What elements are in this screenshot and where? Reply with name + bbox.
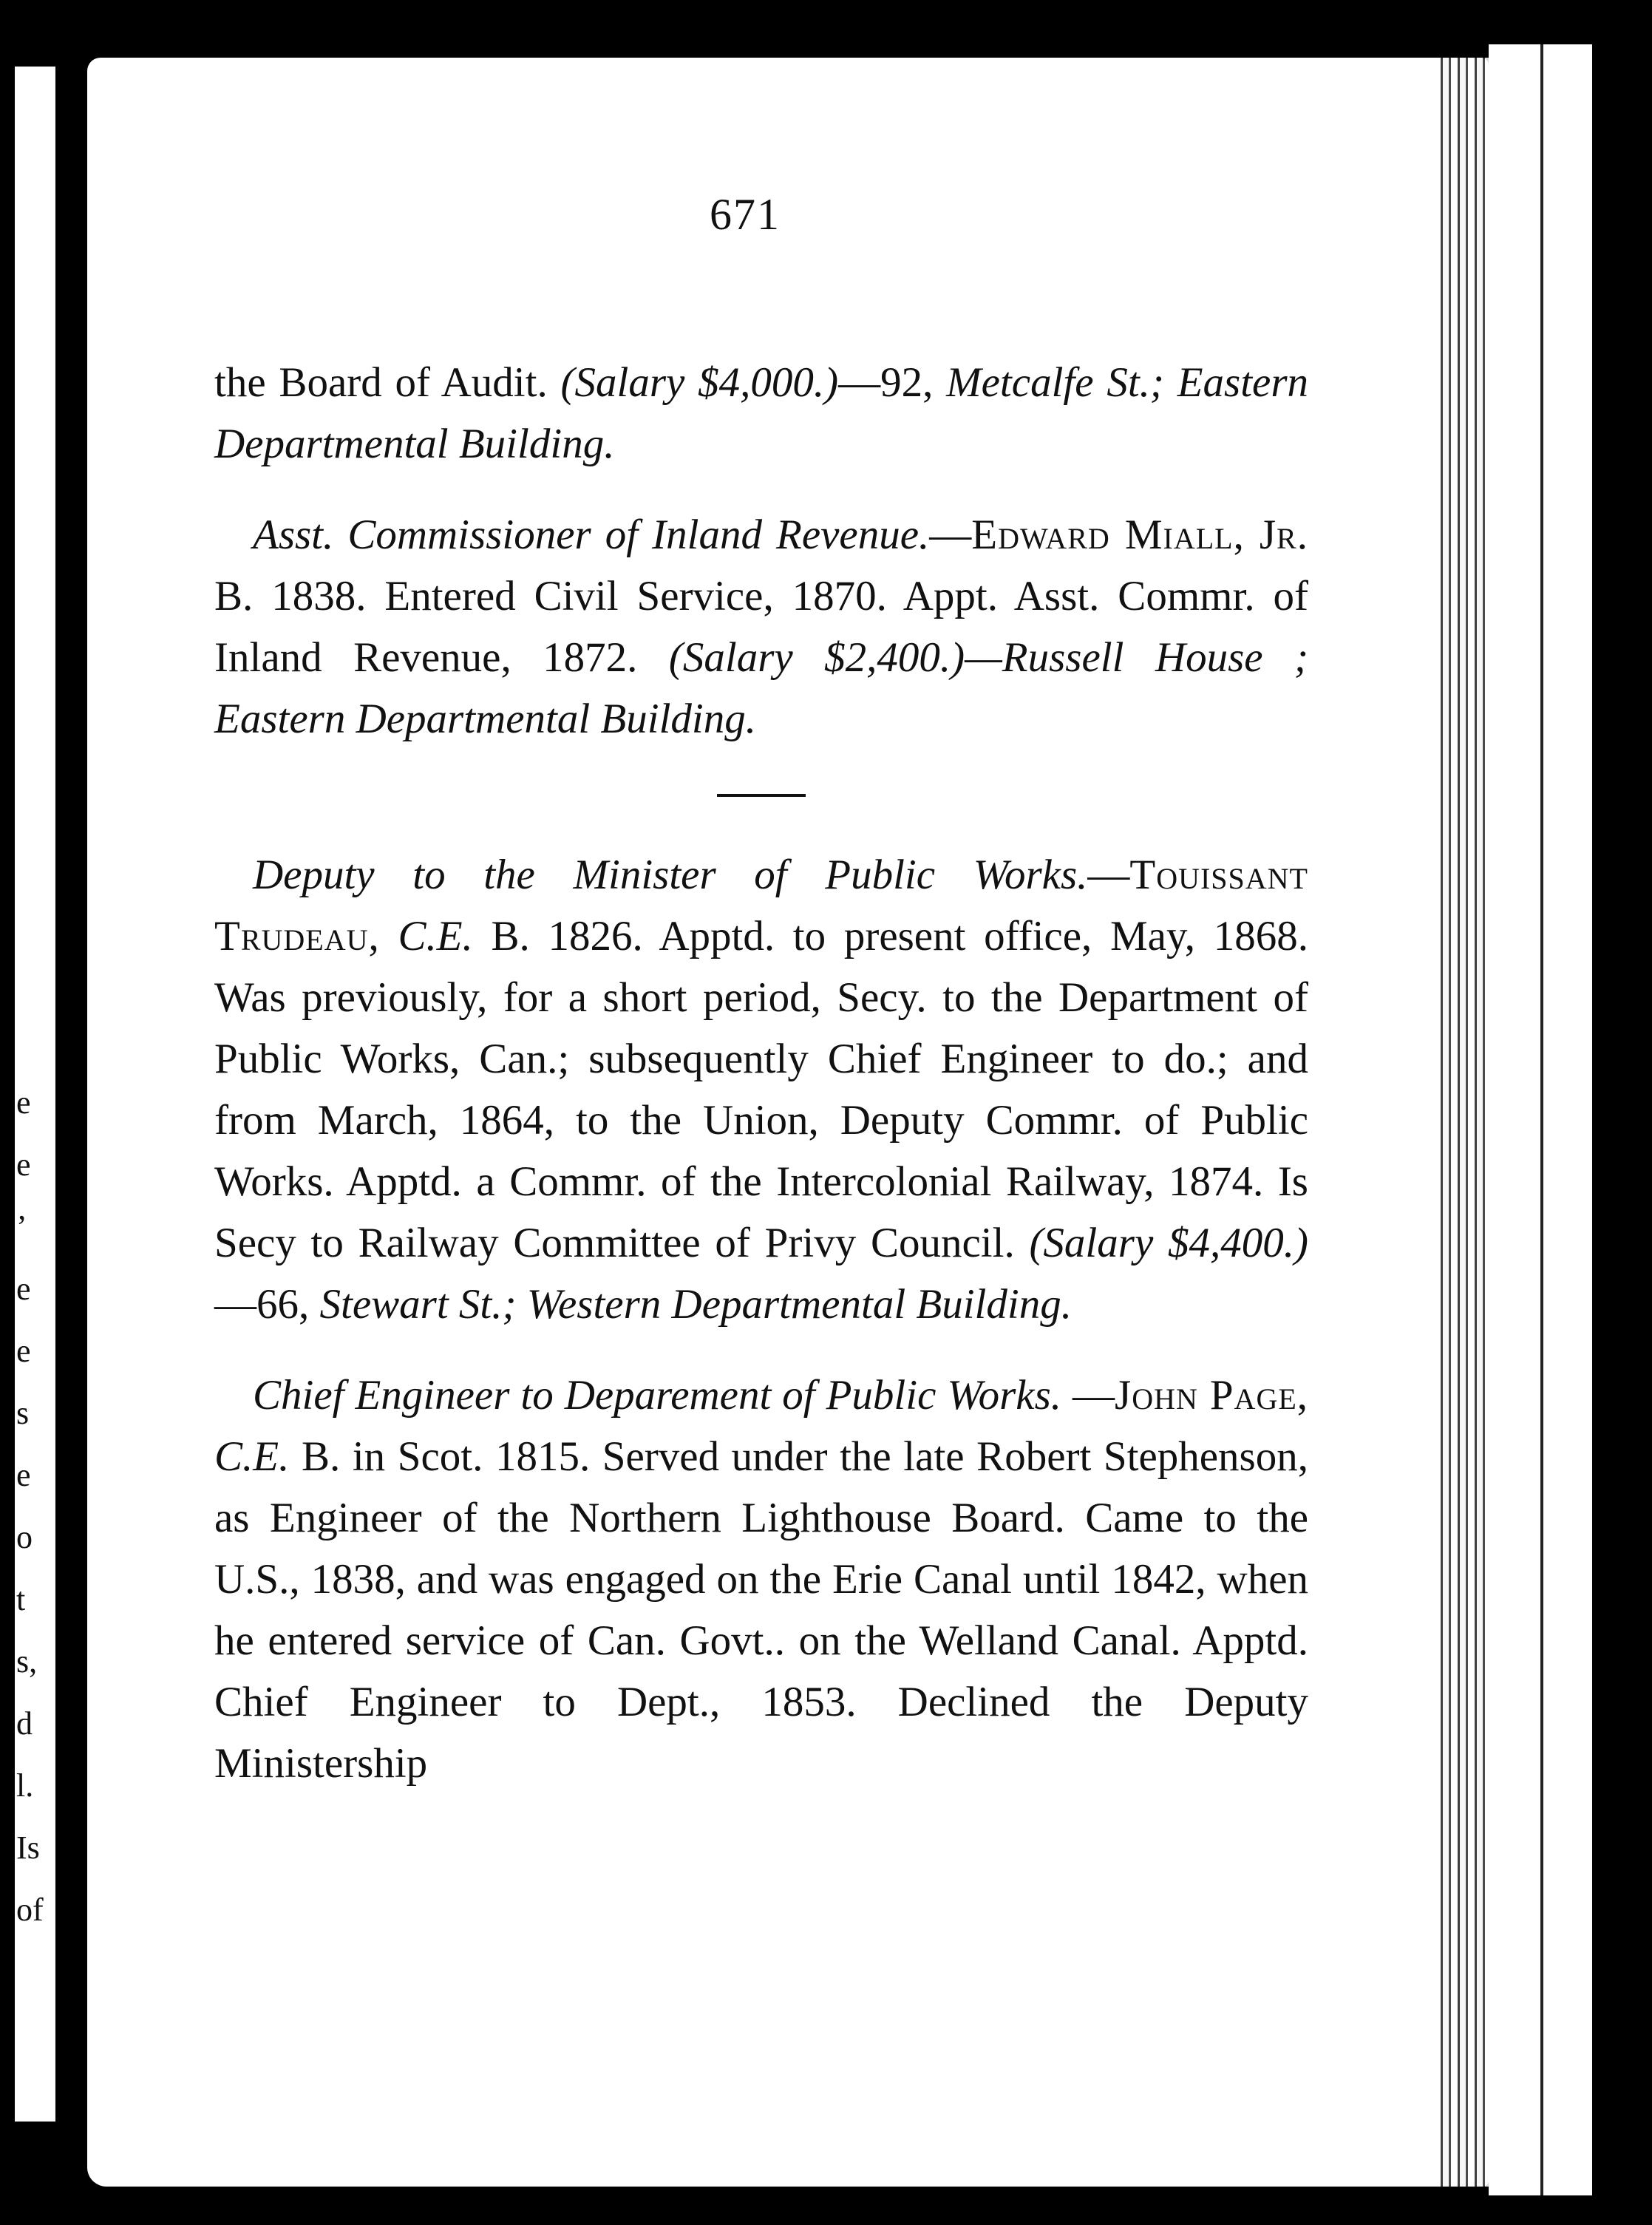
page-body — [214, 352, 1308, 1794]
section-divider — [717, 794, 806, 797]
italic-text: C.E. — [398, 913, 473, 959]
italic-text: (Salary $2,400.)—Russell House ; Eastern Departmental Building. — [214, 634, 1308, 742]
body-text: B. 1826. Apptd. to present office, May, 1868. Was previously, for a short period, Secy. to the Department of Public Works, Can.; subsequently Chief Engineer to do.; and from March, 1864, to the Union, Deputy Commr. of Public Works. Apptd. a Commr. of the Intercolonial Railway, 1874. Is Secy to Railway Committee of Privy Council. — [214, 913, 1308, 1266]
facing-letter: s, — [16, 1643, 38, 1679]
facing-letter: o — [16, 1519, 33, 1555]
italic-text: (Salary $4,400.) — [1029, 1220, 1308, 1266]
facing-letter: e — [16, 1147, 31, 1183]
facing-letter: l. — [16, 1767, 34, 1804]
page-edge-texture — [1434, 58, 1489, 2187]
facing-letter: ’ — [16, 1209, 27, 1245]
facing-letter: e — [16, 1271, 31, 1307]
body-text: —66, — [214, 1281, 320, 1328]
body-text: — — [1061, 1372, 1115, 1419]
person-name: Edward Miall, Jr. — [971, 512, 1308, 558]
italic-text: Metcalfe St.; Eastern Departmental Building. — [214, 359, 1309, 467]
entry-deputy-minister-public-works — [214, 844, 1308, 1335]
italic-text: Asst. Commissioner of Inland Revenue. — [253, 512, 930, 558]
facing-letter: Is — [16, 1830, 40, 1866]
facing-letter: e — [16, 1084, 31, 1121]
italic-text: C.E. — [214, 1433, 290, 1480]
body-text: —92, — [838, 359, 947, 406]
facing-letter: e — [16, 1333, 31, 1369]
facing-page-letters — [16, 1072, 53, 1941]
book-fore-edge — [1489, 44, 1592, 2195]
facing-letter: t — [16, 1581, 26, 1617]
body-text: B. 1838. Entered Civil Service, 1870. Appt. Asst. Commr. of Inland Revenue, 1872. — [214, 573, 1308, 681]
person-name: Touissant Trudeau, — [214, 852, 1308, 959]
body-text: — — [929, 512, 972, 558]
body-text — [380, 913, 398, 959]
entry-asst-commissioner-inland-revenue — [214, 504, 1308, 750]
italic-text: (Salary $4,000.) — [560, 359, 839, 406]
page-number: 671 — [710, 190, 781, 239]
italic-text: Stewart St.; Western Departmental Building. — [319, 1281, 1072, 1328]
entry-chief-engineer-public-works — [214, 1365, 1308, 1794]
body-text: — — [1087, 852, 1130, 898]
person-name: John Page, — [1115, 1372, 1309, 1419]
italic-text: Chief Engineer to Deparement of Public Works. — [253, 1372, 1062, 1419]
facing-page-strip — [0, 0, 67, 2225]
facing-letter: s — [16, 1395, 30, 1431]
body-text: the Board of Audit. — [214, 359, 561, 406]
entry-board-of-audit — [214, 352, 1308, 475]
facing-letter: of — [16, 1892, 44, 1928]
body-text: B. in Scot. 1815. Served under the late Robert Stephenson, as Engineer of the Northern Lighthouse Board. Came to the U.S., 1838, and was engaged on the Erie Canal until 1842, when he entered service of Can. Govt.. on the Welland Canal. Apptd. Chief Engineer to Dept., 1853. Declined the Deputy Ministership — [214, 1433, 1308, 1787]
facing-letter: d — [16, 1705, 33, 1742]
italic-text: Deputy to the Minister of Public Works. — [253, 852, 1088, 898]
book-page — [87, 58, 1489, 2187]
facing-letter: e — [16, 1457, 31, 1493]
